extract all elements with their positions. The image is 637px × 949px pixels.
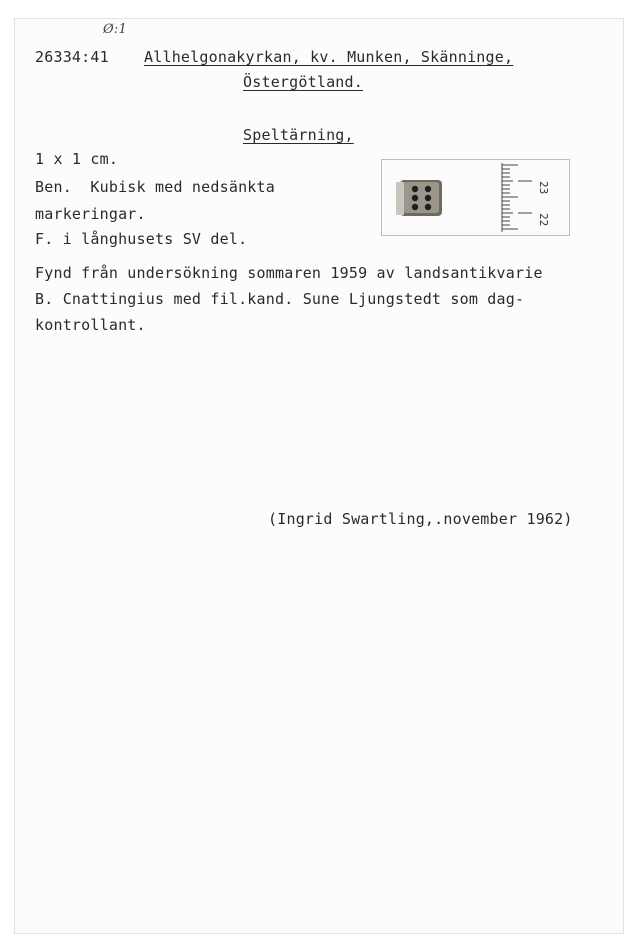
place-line-2: Östergötland. [243,73,363,91]
scale-label-upper: 23 [537,181,550,195]
find-line: B. Cnattingius med fil.kand. Sune Ljungstedt som dag- [35,290,525,308]
description-line: markeringar. [35,205,146,223]
description-line: 1 x 1 cm. [35,150,119,168]
die-image [396,180,442,216]
find-line: kontrollant. [35,316,146,334]
object-title: Speltärning, [243,126,354,144]
place-line-1: Allhelgonakyrkan, kv. Munken, Skänninge, [144,48,514,66]
signature: (Ingrid Swartling,.november 1962) [268,510,573,528]
catalog-number: 26334:41 [35,48,109,66]
scale-ruler [502,163,532,232]
handwritten-mark: Ø:1 [103,22,127,37]
photo-drawing [382,160,569,235]
description-line: F. i långhusets SV del. [35,230,248,248]
find-line: Fynd från undersökning sommaren 1959 av landsantikvarie [35,264,543,282]
description-line: Ben. Kubisk med nedsänkta [35,178,275,196]
object-photo [381,159,570,236]
scale-label-lower: 22 [537,213,550,227]
